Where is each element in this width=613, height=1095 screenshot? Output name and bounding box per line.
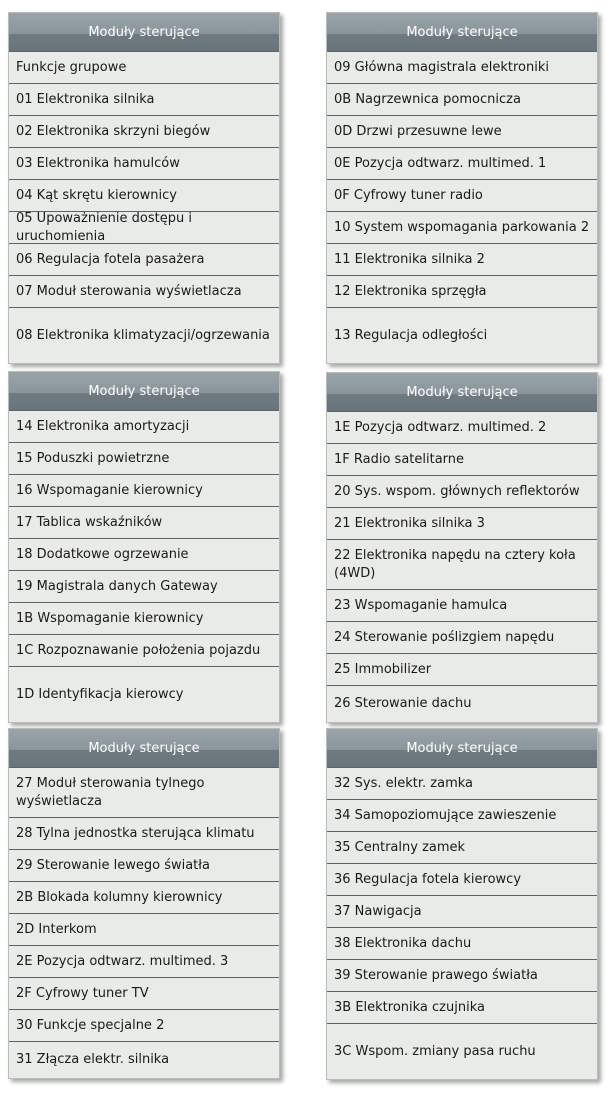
- module-item-11[interactable]: 11 Elektronika silnika 2: [327, 244, 597, 276]
- module-item-17[interactable]: 17 Tablica wskaźników: [9, 507, 279, 539]
- module-item-37[interactable]: 37 Nawigacja: [327, 896, 597, 928]
- panel-header: Moduły sterujące: [9, 372, 279, 411]
- module-item-02[interactable]: 02 Elektronika skrzyni biegów: [9, 116, 279, 148]
- module-item-05[interactable]: 05 Upoważnienie dostępu i uruchomienia: [9, 212, 279, 244]
- module-item-0b[interactable]: 0B Nagrzewnica pomocnicza: [327, 84, 597, 116]
- module-item-24[interactable]: 24 Sterowanie poślizgiem napędu: [327, 622, 597, 654]
- module-item-12[interactable]: 12 Elektronika sprzęgła: [327, 276, 597, 308]
- module-item-1e[interactable]: 1E Pozycja odtwarz. multimed. 2: [327, 412, 597, 444]
- modules-panel-4: [326, 372, 598, 723]
- module-item-2f[interactable]: 2F Cyfrowy tuner TV: [9, 978, 279, 1010]
- module-item-01[interactable]: 01 Elektronika silnika: [9, 84, 279, 116]
- modules-panel-5: [8, 728, 280, 1079]
- module-item-18[interactable]: 18 Dodatkowe ogrzewanie: [9, 539, 279, 571]
- module-item-30[interactable]: 30 Funkcje specjalne 2: [9, 1010, 279, 1042]
- module-item-32[interactable]: 32 Sys. elektr. zamka: [327, 768, 597, 800]
- module-item-14[interactable]: 14 Elektronika amortyzacji: [9, 411, 279, 443]
- module-item-03[interactable]: 03 Elektronika hamulców: [9, 148, 279, 180]
- module-item-19[interactable]: 19 Magistrala danych Gateway: [9, 571, 279, 603]
- module-item-22[interactable]: 22 Elektronika napędu na cztery koła (4WD): [327, 540, 597, 590]
- module-item-09[interactable]: 09 Główna magistrala elektroniki: [327, 52, 597, 84]
- module-item-06[interactable]: 06 Regulacja fotela pasażera: [9, 244, 279, 276]
- panel-header: Moduły sterujące: [327, 373, 597, 412]
- module-item-1b[interactable]: 1B Wspomaganie kierownicy: [9, 603, 279, 635]
- module-item-13[interactable]: 13 Regulacja odległości: [327, 308, 597, 363]
- modules-panel-3: [8, 371, 280, 723]
- module-item-3b[interactable]: 3B Elektronika czujnika: [327, 992, 597, 1024]
- module-item-29[interactable]: 29 Sterowanie lewego światła: [9, 850, 279, 882]
- panel-header: Moduły sterujące: [327, 729, 597, 768]
- modules-panel-1: [8, 12, 280, 364]
- module-item-1d[interactable]: 1D Identyfikacja kierowcy: [9, 667, 279, 722]
- module-item-2d[interactable]: 2D Interkom: [9, 914, 279, 946]
- module-item-16[interactable]: 16 Wspomaganie kierownicy: [9, 475, 279, 507]
- module-item-34[interactable]: 34 Samopoziomujące zawieszenie: [327, 800, 597, 832]
- module-item-07[interactable]: 07 Moduł sterowania wyświetlacza: [9, 276, 279, 308]
- module-item-39[interactable]: 39 Sterowanie prawego światła: [327, 960, 597, 992]
- modules-panel-6: [326, 728, 598, 1080]
- module-item-2b[interactable]: 2B Blokada kolumny kierownicy: [9, 882, 279, 914]
- module-item-27[interactable]: 27 Moduł sterowania tylnego wyświetlacza: [9, 768, 279, 818]
- module-item-25[interactable]: 25 Immobilizer: [327, 654, 597, 686]
- module-item-35[interactable]: 35 Centralny zamek: [327, 832, 597, 864]
- modules-panel-2: [326, 12, 598, 364]
- module-item-36[interactable]: 36 Regulacja fotela kierowcy: [327, 864, 597, 896]
- panel-header: Moduły sterujące: [327, 13, 597, 52]
- module-item-1c[interactable]: 1C Rozpoznawanie położenia pojazdu: [9, 635, 279, 667]
- module-item-31[interactable]: 31 Złącza elektr. silnika: [9, 1042, 279, 1078]
- module-item-23[interactable]: 23 Wspomaganie hamulca: [327, 590, 597, 622]
- module-item-0e[interactable]: 0E Pozycja odtwarz. multimed. 1: [327, 148, 597, 180]
- module-item-04[interactable]: 04 Kąt skrętu kierownicy: [9, 180, 279, 212]
- module-item-2e[interactable]: 2E Pozycja odtwarz. multimed. 3: [9, 946, 279, 978]
- module-item-20[interactable]: 20 Sys. wspom. głównych reflektorów: [327, 476, 597, 508]
- module-item-15[interactable]: 15 Poduszki powietrzne: [9, 443, 279, 475]
- module-item-0d[interactable]: 0D Drzwi przesuwne lewe: [327, 116, 597, 148]
- module-item-26[interactable]: 26 Sterowanie dachu: [327, 686, 597, 722]
- module-item-28[interactable]: 28 Tylna jednostka sterująca klimatu: [9, 818, 279, 850]
- module-item-08[interactable]: 08 Elektronika klimatyzacji/ogrzewania: [9, 308, 279, 363]
- module-item-group-functions[interactable]: Funkcje grupowe: [9, 52, 279, 84]
- module-item-38[interactable]: 38 Elektronika dachu: [327, 928, 597, 960]
- panel-header: Moduły sterujące: [9, 13, 279, 52]
- module-item-10[interactable]: 10 System wspomagania parkowania 2: [327, 212, 597, 244]
- module-item-21[interactable]: 21 Elektronika silnika 3: [327, 508, 597, 540]
- module-item-3c[interactable]: 3C Wspom. zmiany pasa ruchu: [327, 1024, 597, 1079]
- module-item-1f[interactable]: 1F Radio satelitarne: [327, 444, 597, 476]
- module-item-0f[interactable]: 0F Cyfrowy tuner radio: [327, 180, 597, 212]
- panel-header: Moduły sterujące: [9, 729, 279, 768]
